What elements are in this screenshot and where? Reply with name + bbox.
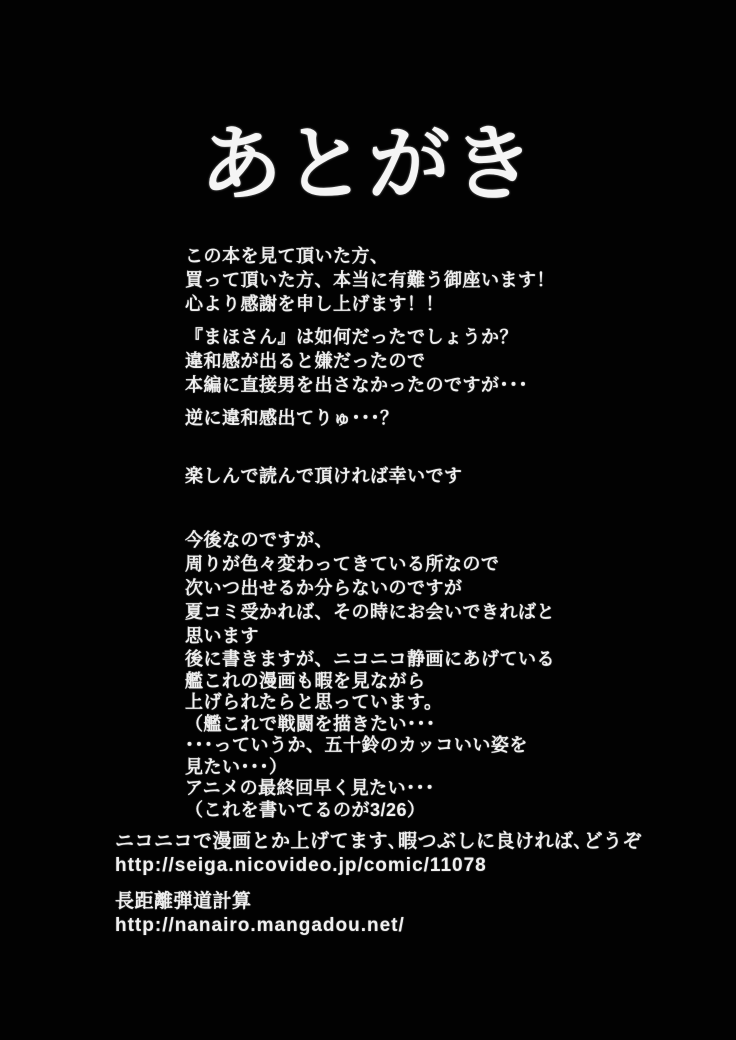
text-line: この本を見て頂いた方、 bbox=[185, 246, 389, 266]
text-line: ･･･っていうか、五十鈴のカッコいい姿を bbox=[185, 735, 528, 755]
text-line: 後に書きますが、ニコニコ静画にあげている bbox=[185, 649, 555, 669]
text-line: 見たい･･･） bbox=[185, 756, 288, 777]
paragraph-thanks bbox=[185, 244, 555, 316]
page-title: あとがき bbox=[199, 119, 536, 210]
footer-circle-site bbox=[115, 890, 405, 938]
text-line: 買って頂いた方、本当に有難う御座います！ bbox=[185, 270, 555, 290]
text-line: 今後なのですが、 bbox=[185, 530, 333, 550]
text-line: アニメの最終回早く見たい･･･ bbox=[185, 778, 435, 798]
text-line: 違和感が出ると嫌だったので bbox=[185, 351, 426, 371]
paragraph-gyaku bbox=[185, 406, 399, 430]
text-line: 心より感謝を申し上げます！！ bbox=[185, 294, 444, 314]
text-line: 上げられたらと思っています。 bbox=[185, 692, 443, 712]
text-line: 夏コミ受かれば、その時にお会いできればと bbox=[185, 602, 555, 622]
paragraph-future bbox=[185, 528, 555, 648]
text-line: （これを書いてるのが3/26） bbox=[185, 799, 426, 820]
text-line: 思います bbox=[185, 626, 259, 646]
text-line: 周りが色々変わってきている所なので bbox=[185, 554, 500, 574]
text-line: （艦これで戦闘を描きたい･･･ bbox=[185, 713, 436, 734]
text-line: 逆に違和感出てりゅ･･･？ bbox=[185, 408, 399, 428]
text-line: 『まほさん』は如何だったでしょうか？ bbox=[185, 327, 518, 347]
paragraph-enjoy bbox=[185, 464, 463, 488]
text-line: 楽しんで読んで頂ければ幸いです bbox=[185, 466, 463, 486]
paragraph-mahosan bbox=[185, 325, 528, 397]
nicoseiga-url: http://seiga.nicovideo.jp/comic/11078 bbox=[115, 855, 487, 876]
text-line: 艦これの漫画も暇を見ながら bbox=[185, 670, 426, 691]
text-line: 本編に直接男を出さなかったのですが･･･ bbox=[185, 375, 528, 395]
text-line: 次いつ出せるか分らないのですが bbox=[185, 578, 463, 598]
footer-text: ニコニコで漫画とか上げてます､暇つぶしに良ければ､どうぞ bbox=[115, 831, 643, 852]
paragraph-nicoseiga-plans bbox=[185, 649, 555, 821]
footer-nicoseiga bbox=[115, 830, 642, 878]
circle-name: 長距離弾道計算 bbox=[115, 891, 252, 912]
circle-site-url: http://nanairo.mangadou.net/ bbox=[115, 915, 405, 936]
